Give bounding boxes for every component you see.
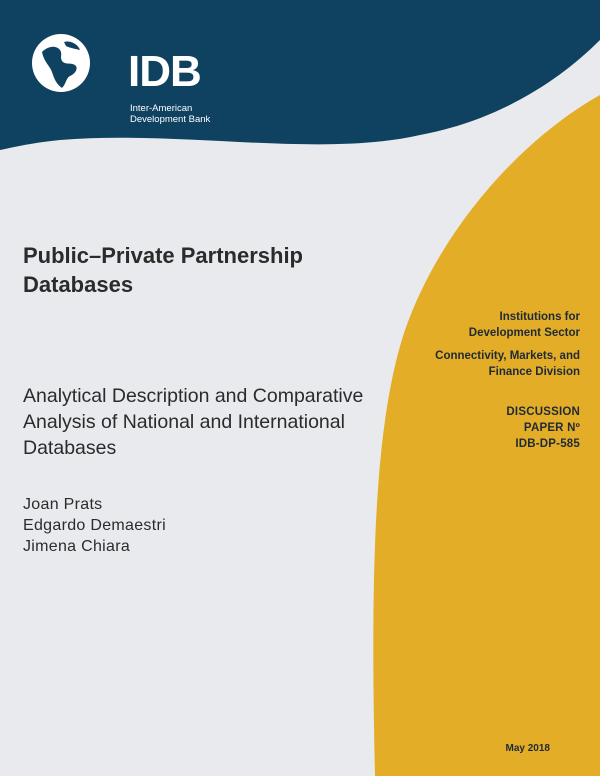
author-name: Edgardo Demaestri: [23, 517, 166, 534]
division-label: [330, 348, 580, 380]
paper-line: PAPER Nº: [523, 422, 580, 434]
document-subtitle: [23, 383, 383, 461]
sector-line: Development Sector: [468, 327, 580, 339]
publication-date: May 2018: [505, 743, 550, 754]
idb-logo[interactable]: [30, 26, 220, 125]
document-title: [23, 241, 383, 299]
paper-number: [330, 404, 580, 452]
americas-globe-logo-icon: [30, 32, 92, 94]
paper-line: IDB-DP-585: [515, 438, 580, 450]
subtitle-line: Analytical Description and Comparative: [23, 385, 364, 407]
brand-name: IDB: [128, 47, 201, 96]
division-line: Finance Division: [488, 366, 580, 378]
paper-line: DISCUSSION: [506, 406, 580, 418]
subtitle-line: Analysis of National and International: [23, 411, 345, 433]
subtitle-line: Databases: [23, 437, 117, 459]
author-name: Joan Prats: [23, 496, 103, 513]
sector-label: [330, 309, 580, 341]
division-line: Connectivity, Markets, and: [435, 350, 580, 362]
author-list: [23, 494, 166, 557]
sector-line: Institutions for: [499, 311, 580, 323]
brand-subtitle-line: Development Bank: [130, 114, 211, 125]
brand-subtitle: [130, 103, 210, 125]
title-line: Public–Private Partnership: [23, 243, 303, 268]
brand-subtitle-line: Inter-American: [130, 103, 193, 114]
author-name: Jimena Chiara: [23, 538, 131, 555]
title-line: Databases: [23, 272, 134, 297]
